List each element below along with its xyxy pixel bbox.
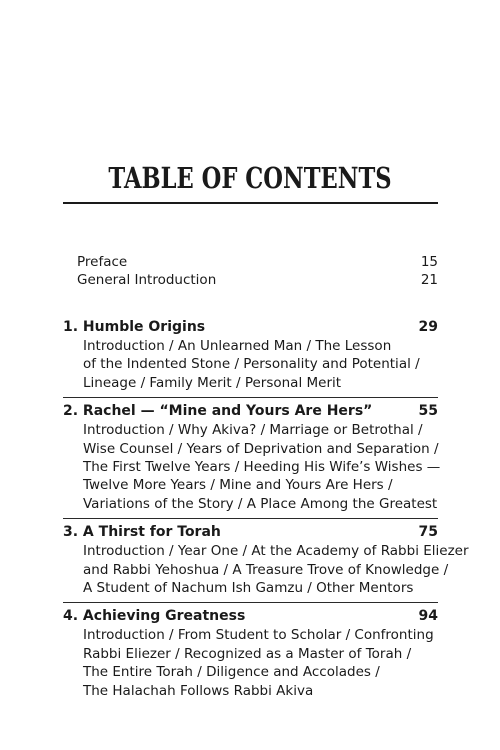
topic-line: Introduction / From Student to Scholar / Confronting: [83, 627, 434, 644]
page-title: TABLE OF CONTENTS: [108, 161, 392, 195]
chapter-topics: [63, 421, 441, 513]
topic-line: Introduction / Why Akiva? / Marriage or Betrothal /: [83, 422, 423, 439]
chapter-title: 1. Humble Origins: [63, 319, 206, 335]
topic-line: Wise Counsel / Years of Deprivation and Separation /: [83, 440, 439, 457]
chapter-page-number: 29: [418, 319, 438, 335]
topic-line: Variations of the Story / A Place Among the Greatest: [83, 495, 438, 512]
title-divider: [63, 202, 438, 204]
topic-line: and Rabbi Yehoshua / A Treasure Trove of Knowledge /: [83, 561, 449, 578]
topic-line: The Entire Torah / Diligence and Accolades /: [83, 664, 380, 681]
chapter-page-number: 55: [418, 403, 438, 420]
topic-line: Introduction / Year One / At the Academy of Rabbi Eliezer: [83, 543, 469, 560]
topic-line: The First Twelve Years / Heeding His Wife’s Wishes —: [83, 459, 441, 476]
topic-line: of the Indented Stone / Personality and Potential /: [83, 356, 420, 373]
chapter-3: [63, 523, 469, 603]
topic-line: A Student of Nachum Ish Gamzu / Other Mentors: [83, 580, 414, 597]
chapter-title: 2. Rachel — “Mine and Yours Are Hers”: [63, 403, 373, 420]
entry-label: Preface: [77, 254, 128, 270]
chapter-title: 3. A Thirst for Torah: [63, 524, 221, 541]
front-matter-list: [77, 254, 438, 289]
chapter-topics: [63, 626, 438, 700]
chapter-heading[interactable]: [63, 523, 438, 542]
toc-entry-preface[interactable]: [77, 254, 438, 272]
chapter-2: [63, 402, 441, 519]
chapter-heading[interactable]: [63, 318, 438, 337]
topic-line: Rabbi Eliezer / Recognized as a Master of Torah /: [83, 645, 412, 662]
chapter-list: [63, 318, 469, 709]
chapter-page-number: 75: [418, 524, 438, 541]
topic-line: Twelve More Years / Mine and Yours Are Hers /: [83, 477, 393, 494]
topic-line: Introduction / An Unlearned Man / The Lesson: [83, 338, 392, 354]
chapter-4: [63, 607, 438, 705]
chapter-topics: [63, 542, 469, 597]
topic-line: Lineage / Family Merit / Personal Merit: [83, 374, 342, 391]
chapter-topics: [63, 337, 438, 392]
chapter-heading[interactable]: [63, 607, 438, 626]
entry-label: General Introduction: [77, 271, 217, 288]
chapter-1: [63, 318, 438, 398]
toc-entry-general-introduction[interactable]: [77, 272, 438, 290]
chapter-heading[interactable]: [63, 402, 438, 421]
topic-line: The Halachah Follows Rabbi Akiva: [83, 682, 314, 699]
entry-page-number: 15: [420, 254, 438, 270]
entry-page-number: 21: [420, 271, 438, 288]
chapter-page-number: 94: [418, 608, 438, 625]
chapter-title: 4. Achieving Greatness: [63, 608, 246, 625]
